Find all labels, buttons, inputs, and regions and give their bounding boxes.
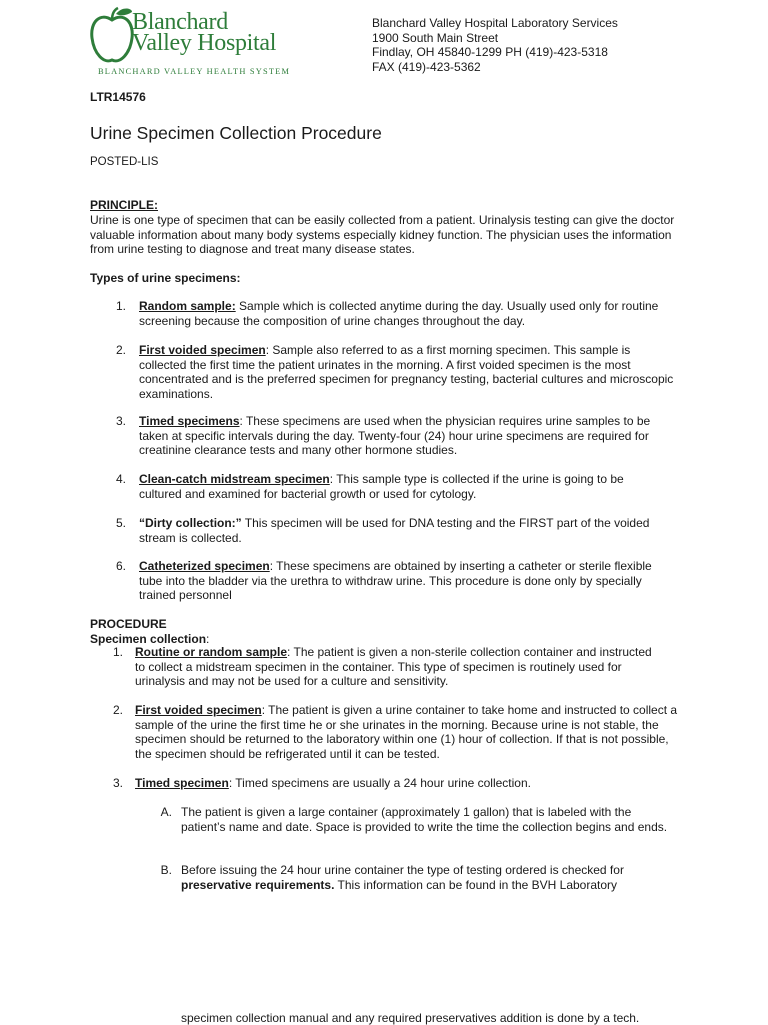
page-title: Urine Specimen Collection Procedure <box>90 123 382 143</box>
address-line: 1900 South Main Street <box>372 30 499 45</box>
item-text-bold: preservative requirements. <box>181 877 335 892</box>
item-number: 6. <box>115 559 126 573</box>
item-term: Clean-catch midstream specimen <box>139 472 330 486</box>
item-text-post: This information can be found in the BVH Laboratory <box>334 877 618 892</box>
item-text <box>135 645 665 689</box>
item-text: The patient is given a large container (approximately 1 gallon) that is labeled with the patient’s name and date. Space is provided to write the time the collection begins and ends. <box>181 805 668 834</box>
principle-text: Urine is one type of specimen that can be easily collected from a patient. Urinalysis testing can give the doctor valuable information about many body systems especially kidney function. The physician uses the information from urine testing to diagnose and treat many disease states. <box>90 212 675 257</box>
principle-heading: PRINCIPLE: <box>90 198 159 212</box>
apple-logo-icon <box>90 6 134 70</box>
item-text <box>139 343 679 401</box>
item-text <box>135 776 675 791</box>
types-heading: Types of urine specimens: <box>90 271 241 285</box>
procedure-heading: PROCEDURE <box>90 617 167 631</box>
item-description: : These specimens are obtained by inserting a catheter or sterile flexible tube into the bladder via the urethra to withdraw urine. This procedure is done only by specially trained personnel <box>139 559 652 603</box>
logo-wordmark <box>132 9 277 56</box>
item-description: This specimen will be used for DNA testing and the FIRST part of the voided stream is collected. <box>139 516 650 545</box>
item-letter: A. <box>160 805 172 819</box>
item-text <box>139 299 679 328</box>
item-description: : The patient is given a urine container to take home and instructed to collect a sample of the urine the first time he or she urinates in the morning. Because urine is not stable, the specimen should be returned to the laboratory within one (1) hour of collection. If that is not possible, the specimen should be refrigerated until it can be tested. <box>135 703 678 761</box>
address-line: Findlay, OH 45840-1299 PH (419)-423-5318 <box>372 45 608 60</box>
item-number: 4. <box>115 472 126 486</box>
subheading-text: Specimen collection <box>90 631 207 646</box>
hospital-logo <box>90 6 300 78</box>
logo-line-2: Valley Hospital <box>132 30 277 56</box>
item-number: 2. <box>115 343 126 357</box>
item-description: : Sample also referred to as a first morning specimen. This sample is collected the first time the patient urinates in the morning. A first voided specimen is the most concentrated and is the preferred specimen for pregnancy testing, bacterial cultures and microscopic examinations. <box>139 343 674 401</box>
logo-tagline: BLANCHARD VALLEY HEALTH SYSTEM <box>98 67 291 76</box>
item-text <box>181 863 671 892</box>
item-term: Timed specimen <box>135 776 229 790</box>
item-term: First voided specimen <box>135 703 262 717</box>
item-text <box>139 559 669 603</box>
item-term: Random sample: <box>139 299 236 313</box>
principle-section <box>90 198 690 257</box>
item-text <box>139 414 679 458</box>
item-term: Routine or random sample <box>135 645 288 659</box>
logo-line-1: Blanchard <box>132 9 228 35</box>
item-text <box>139 516 679 545</box>
address-line: Blanchard Valley Hospital Laboratory Services <box>372 16 618 30</box>
item-text <box>139 472 669 501</box>
item-term: “Dirty collection:” <box>139 516 242 530</box>
address-line: FAX (419)-423-5362 <box>372 59 481 74</box>
item-description: : Timed specimens are usually a 24 hour urine collection. <box>228 776 531 790</box>
subheading-colon: : <box>206 631 210 646</box>
procedure-section-heading <box>90 617 209 646</box>
document-id: LTR14576 <box>90 90 146 104</box>
item-text <box>135 703 680 761</box>
item-description: Sample which is collected anytime during the day. Usually used only for routine screening because the composition of urine changes throughout the day. <box>139 299 659 328</box>
item-term: Catheterized specimen <box>139 559 270 573</box>
item-term: Timed specimens <box>139 414 240 428</box>
item-description: : These specimens are used when the physician requires urine samples to be taken at specific intervals during the day. Twenty-four (24) hour urine specimens are required for creatinine clearance tests and many other hormone studies. <box>139 414 651 458</box>
item-number: 3. <box>112 776 123 790</box>
item-term: First voided specimen <box>139 343 266 357</box>
item-number: 1. <box>112 645 123 659</box>
lab-address <box>372 16 618 74</box>
item-description: : The patient is given a non-sterile collection container and instructed to collect a midstream specimen in the container. This type of specimen is routinely used for urinalysis and may not be used for a culture and sensitivity. <box>135 645 652 689</box>
continued-text: specimen collection manual and any required preservatives addition is done by a tech. <box>181 1011 640 1025</box>
posted-label: POSTED-LIS <box>90 156 159 168</box>
item-number: 3. <box>115 414 126 428</box>
item-number: 1. <box>115 299 126 313</box>
item-description: : This sample type is collected if the urine is going to be cultured and examined for bacterial growth or used for cytology. <box>139 472 624 501</box>
item-text-pre: Before issuing the 24 hour urine container the type of testing ordered is checked for <box>181 863 624 877</box>
item-letter: B. <box>160 863 172 877</box>
specimen-collection-heading <box>90 632 209 647</box>
item-number: 5. <box>115 516 126 530</box>
item-number: 2. <box>112 703 123 717</box>
